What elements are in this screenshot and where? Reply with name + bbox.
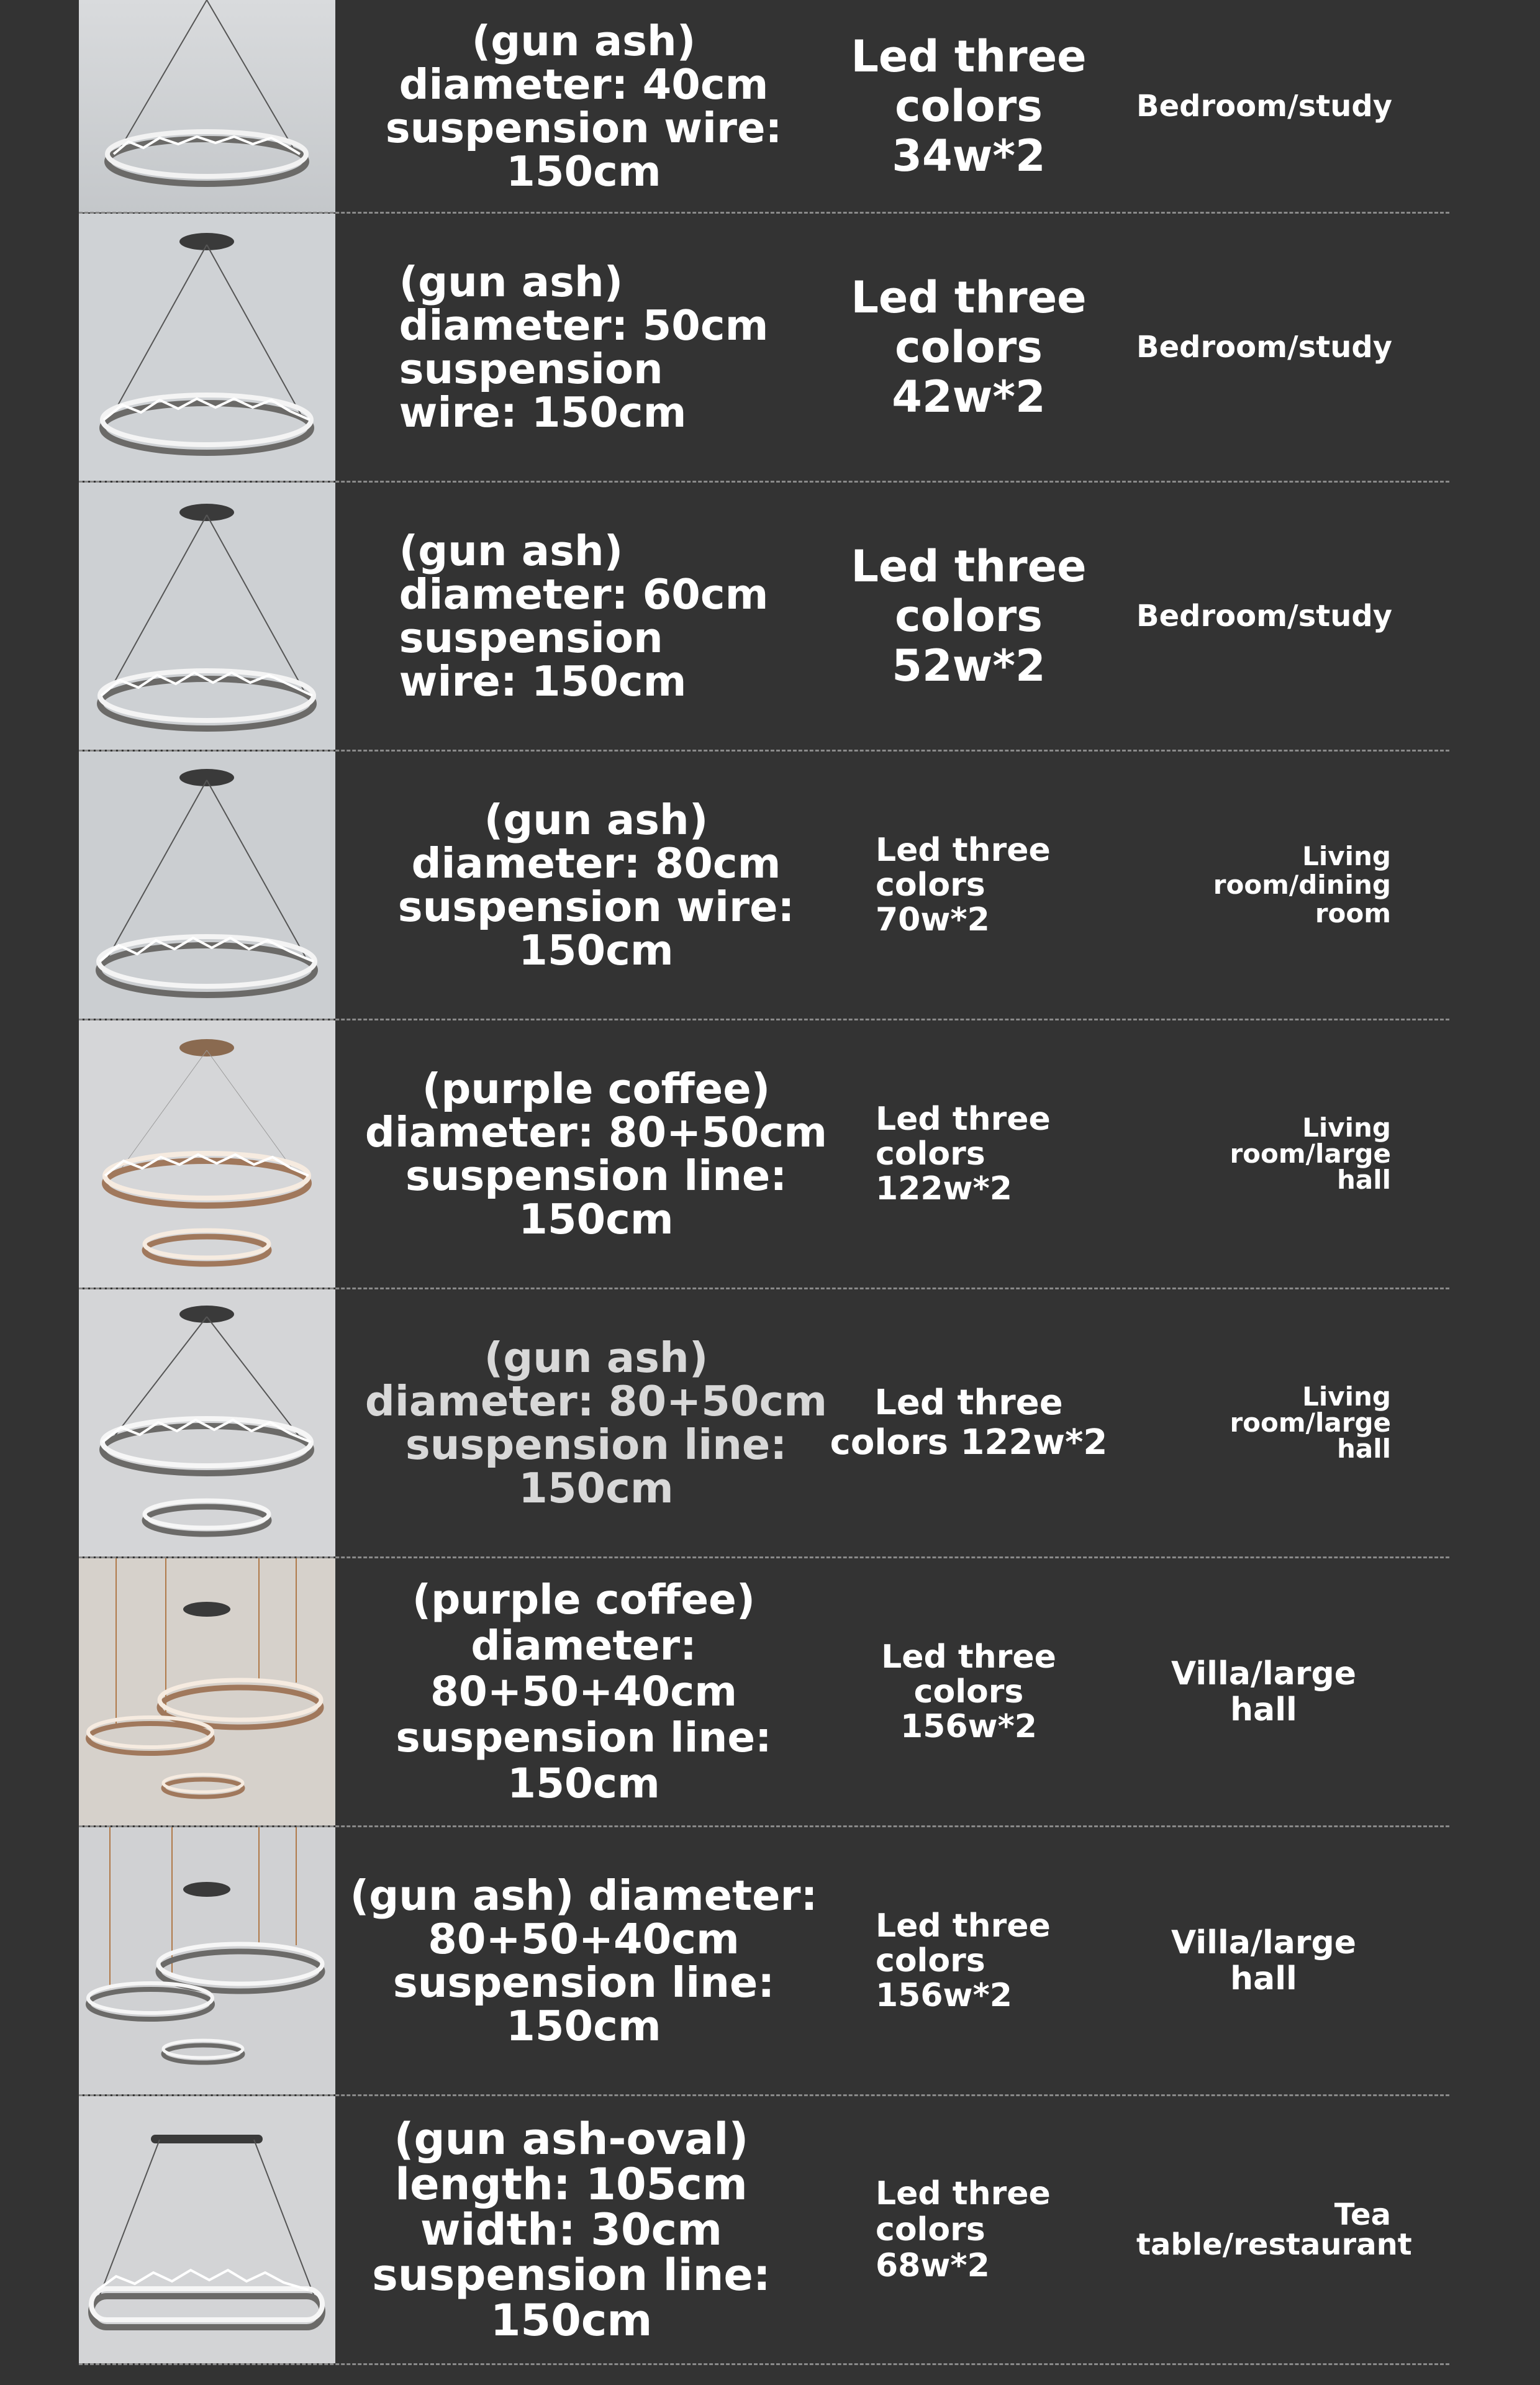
usage-text: Bedroom/study — [1136, 599, 1393, 634]
table-row — [0, 1020, 1540, 1288]
chandelier-image — [79, 483, 335, 750]
chandelier-image — [79, 214, 335, 481]
product-photo-three-ring-gun-ash — [79, 1827, 335, 2094]
table-row — [0, 1289, 1540, 1556]
spec-cell — [348, 0, 820, 212]
power-text: Led three colors 122w*2 — [876, 1101, 1051, 1207]
power-cell — [876, 1020, 1080, 1288]
usage-cell — [1136, 483, 1391, 750]
product-photo-two-ring-gun-ash — [79, 1289, 335, 1556]
power-text: Led three colors 70w*2 — [876, 832, 1051, 938]
spec-text: (gun ash) diameter: 60cm suspension wire: 150cm — [399, 527, 769, 706]
spec-text: (purple coffee) diameter: 80+50cm suspension line: 150cm — [365, 1065, 828, 1243]
usage-cell — [1136, 752, 1391, 1019]
usage-cell — [1136, 0, 1391, 212]
usage-text: Villa/large hall — [1171, 1924, 1356, 1997]
chandelier-image — [79, 1558, 335, 1825]
power-cell — [863, 1558, 1074, 1825]
spec-cell — [360, 752, 832, 1019]
power-text: Led three colors 34w*2 — [851, 31, 1087, 181]
power-text: Led three colors 68w*2 — [876, 2175, 1051, 2284]
power-text: Led three colors 122w*2 — [830, 1383, 1108, 1463]
chandelier-image — [79, 752, 335, 1019]
spec-cell — [360, 1020, 832, 1288]
table-row — [0, 0, 1540, 212]
chandelier-image — [79, 2096, 335, 2363]
chandelier-image — [79, 1827, 335, 2094]
chandelier-image — [79, 0, 335, 212]
power-cell — [876, 2096, 1099, 2363]
power-cell — [826, 1289, 1112, 1556]
table-row — [0, 752, 1540, 1019]
usage-cell — [1136, 214, 1391, 481]
spec-cell — [348, 483, 820, 750]
row-divider — [79, 2363, 1449, 2365]
power-cell — [813, 483, 1124, 750]
power-cell — [876, 752, 1080, 1019]
power-cell — [813, 214, 1124, 481]
power-cell — [813, 0, 1124, 212]
product-photo-three-ring-purple-coffee — [79, 1558, 335, 1825]
spec-text: (gun ash) diameter: 40cm suspension wire: 150cm — [385, 17, 782, 196]
usage-text: Villa/large hall — [1171, 1655, 1356, 1729]
table-row — [0, 214, 1540, 481]
usage-text: Living room/large hall — [1230, 1381, 1391, 1464]
power-text: Led three colors 156w*2 — [881, 1638, 1056, 1745]
table-row — [0, 1827, 1540, 2094]
spec-text: (gun ash-oval) length: 105cm width: 30cm suspension line: 150cm — [372, 2113, 771, 2346]
spec-cell — [348, 214, 820, 481]
usage-cell — [1136, 1558, 1391, 1825]
power-cell — [876, 1827, 1080, 2094]
table-row — [0, 483, 1540, 750]
usage-text: Living room/dining room — [1213, 841, 1391, 929]
usage-cell — [1136, 1827, 1391, 2094]
power-text: Led three colors 42w*2 — [851, 272, 1087, 422]
usage-text: Living room/large hall — [1230, 1112, 1391, 1195]
usage-text: Bedroom/study — [1136, 89, 1393, 124]
usage-cell — [1136, 1289, 1391, 1556]
table-row — [0, 2096, 1540, 2363]
usage-cell — [1136, 2096, 1412, 2363]
power-text: Led three colors 52w*2 — [851, 541, 1087, 691]
product-photo-ring-80cm — [79, 752, 335, 1019]
usage-cell — [1136, 1020, 1391, 1288]
product-photo-ring-60cm — [79, 483, 335, 750]
table-row — [0, 1558, 1540, 1825]
spec-text: (purple coffee) diameter: 80+50+40cm suspension line: 150cm — [396, 1576, 772, 1807]
spec-cell — [360, 1289, 832, 1556]
spec-cell — [348, 1827, 820, 2094]
spec-cell — [335, 2096, 807, 2363]
product-photo-oval-gun-ash — [79, 2096, 335, 2363]
chandelier-image — [79, 1289, 335, 1556]
product-photo-ring-40cm — [79, 0, 335, 212]
spec-text: (gun ash) diameter: 80cm suspension wire: 150cm — [397, 796, 795, 974]
spec-cell — [348, 1558, 820, 1825]
chandelier-image — [79, 1020, 335, 1288]
usage-text: Bedroom/study — [1136, 330, 1393, 365]
product-photo-ring-50cm — [79, 214, 335, 481]
power-text: Led three colors 156w*2 — [876, 1907, 1051, 2014]
usage-text: Tea table/restaurant — [1136, 2197, 1412, 2262]
spec-text: (gun ash) diameter: 80+50+40cm suspension line: 150cm — [350, 1871, 818, 2050]
spec-text: (gun ash) diameter: 80+50cm suspension line: 150cm — [365, 1333, 828, 1512]
product-photo-two-ring-purple-coffee — [79, 1020, 335, 1288]
spec-text: (gun ash) diameter: 50cm suspension wire: 150cm — [399, 258, 769, 437]
